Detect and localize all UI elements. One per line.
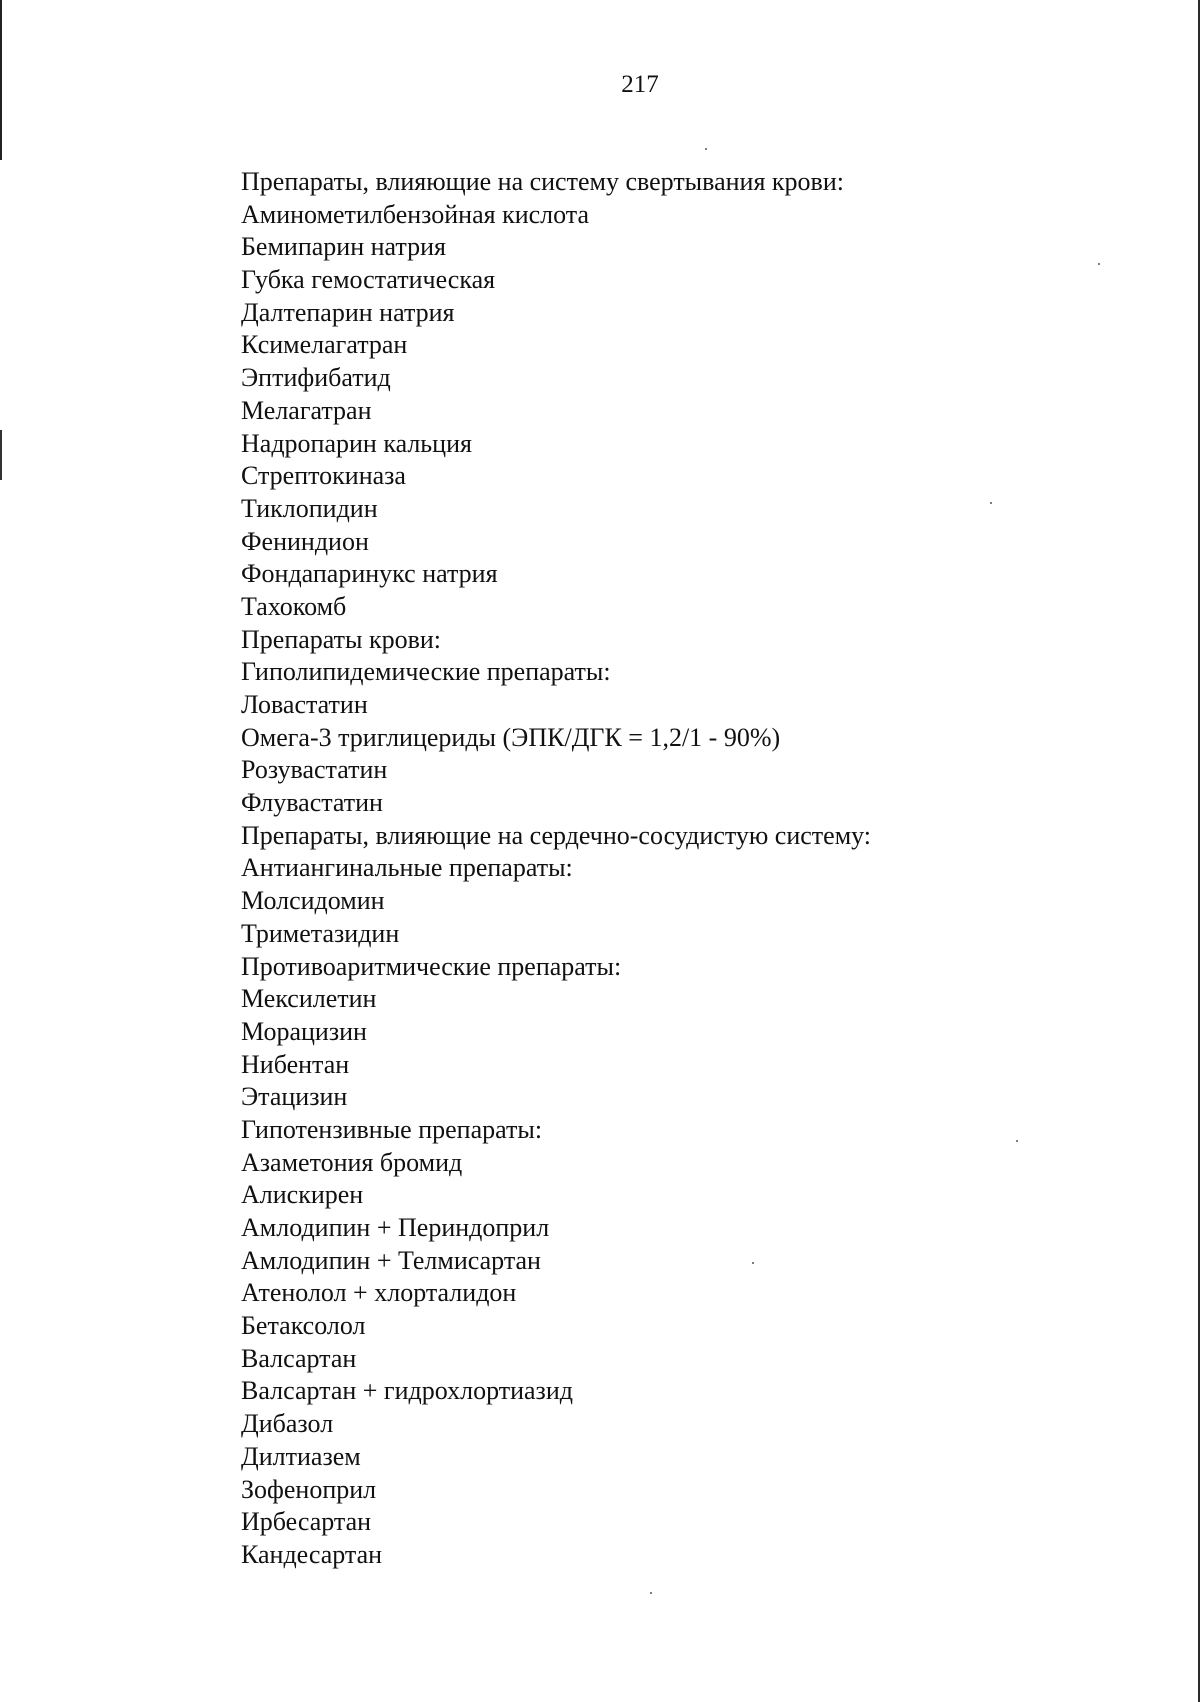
list-item: Эптифибатид xyxy=(241,363,391,393)
list-item: Стрептокиназа xyxy=(241,461,406,491)
list-item: Азаметония бромид xyxy=(241,1147,463,1177)
scan-speck xyxy=(650,1592,652,1594)
scan-speck xyxy=(705,148,707,150)
list-item: Мексилетин xyxy=(241,984,377,1014)
list-item: Нибентан xyxy=(241,1049,350,1079)
list-item: Препараты, влияющие на систему свертывания крови: xyxy=(241,167,844,196)
scan-speck xyxy=(1098,263,1100,265)
list-item: Антиангинальные препараты: xyxy=(241,853,573,883)
list-item: Губка гемостатическая xyxy=(241,265,496,295)
list-item: Противоаритмические препараты: xyxy=(241,951,622,981)
list-item: Бетаксолол xyxy=(241,1311,366,1341)
list-item: Препараты крови: xyxy=(241,624,442,654)
list-item: Гиполипидемические препараты: xyxy=(241,657,611,687)
scan-speck xyxy=(1016,1140,1018,1142)
list-item: Тиклопидин xyxy=(241,493,378,523)
list-item: Валсартан xyxy=(241,1343,357,1373)
list-item: Атенолол + хлорталидон xyxy=(241,1278,517,1308)
scan-speck xyxy=(990,502,992,504)
list-item: Кандесартан xyxy=(241,1539,383,1569)
list-item: Валсартан + гидрохлортиазид xyxy=(241,1376,573,1406)
list-item: Далтепарин натрия xyxy=(241,297,455,327)
list-item: Гипотензивные препараты: xyxy=(241,1114,543,1144)
scan-speck xyxy=(752,1262,754,1264)
list-item: Триметазидин xyxy=(241,918,400,948)
list-item: Амлодипин + Периндоприл xyxy=(241,1213,550,1242)
list-item: Этацизин xyxy=(241,1082,348,1112)
list-item: Мелагатран xyxy=(241,395,372,425)
list-item: Флувастатин xyxy=(241,788,383,818)
list-item: Зофеноприл xyxy=(241,1474,377,1504)
list-item: Морацизин xyxy=(241,1016,367,1046)
page-number: 217 xyxy=(621,71,659,98)
list-item: Молсидомин xyxy=(241,886,385,916)
list-item: Розувастатин xyxy=(241,755,388,785)
drug-list xyxy=(241,166,871,1572)
list-item: Тахокомб xyxy=(241,591,347,621)
list-item: Дилтиазем xyxy=(241,1441,361,1471)
list-item: Дибазол xyxy=(241,1409,334,1439)
list-item: Фениндион xyxy=(241,526,369,556)
list-item: Алискирен xyxy=(241,1180,364,1210)
list-item: Ловастатин xyxy=(241,690,368,719)
list-item: Надропарин кальция xyxy=(241,428,472,458)
list-item: Бемипарин натрия xyxy=(241,232,446,262)
list-item: Препараты, влияющие на сердечно-сосудистую систему: xyxy=(241,820,872,850)
list-item: Амлодипин + Телмисартан xyxy=(241,1245,541,1275)
scan-edge-left xyxy=(0,0,2,1702)
list-item: Омега-3 триглицериды (ЭПК/ДГК = 1,2/1 - 90%) xyxy=(241,722,781,752)
list-item: Фондапаринукс натрия xyxy=(241,559,498,589)
list-item: Ирбесартан xyxy=(241,1507,372,1537)
list-item: Аминометилбензойная кислота xyxy=(241,199,590,229)
list-item: Ксимелагатран xyxy=(241,330,408,360)
